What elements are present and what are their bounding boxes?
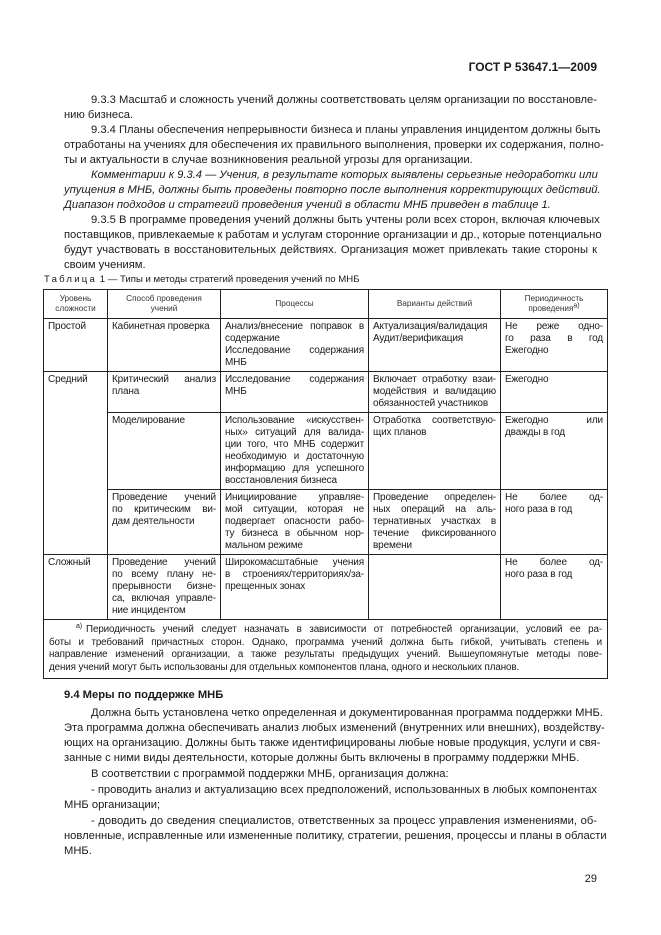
column-header (108, 290, 221, 319)
footnote-text: Периодичность учений следует назначать в зависимости от потребностей организации, условий ее ра- (86, 624, 602, 635)
header-text: Уровень (59, 294, 92, 303)
text-line: Актуализация/валидация (373, 321, 488, 332)
text-line: МНБ (225, 357, 247, 368)
text-line: ту бизнеса в обычном нор- (225, 528, 364, 539)
list-item-1 (64, 783, 597, 813)
text-line: содержание (225, 333, 280, 344)
text-line: - проводить анализ и актуализацию всех предположений, использованных в любых компонентах (91, 784, 598, 796)
header-text: сложности (55, 304, 96, 313)
text-line: Исследование содержания (225, 345, 364, 356)
text-line: МНБ. (64, 845, 92, 857)
text-line: будут участвовать в восстановительных действиях. Организация может привлекать такие стороны к (64, 244, 597, 256)
cell-process (221, 490, 369, 555)
text-line: Использование «искусствен- (225, 415, 364, 426)
text-line: прещенных зонах (225, 581, 306, 592)
text-line: ние инцидентом (112, 605, 186, 616)
text-line: своим учениям. (64, 259, 146, 271)
header-line (373, 299, 496, 309)
comment-9-3-4 (64, 168, 601, 213)
header-text: Способ проведения (126, 294, 202, 303)
text-line: 9.3.3 Масштаб и сложность учений должны соответствовать целям организации по восстановле- (91, 94, 598, 106)
footnote-mark: а) (76, 622, 83, 630)
cell-method (108, 413, 221, 490)
header-text: Периодичность (524, 294, 584, 303)
text-line: восстановления бизнеса (225, 475, 337, 486)
paragraph-9-4-1 (64, 706, 605, 766)
text-line: Диапазон подходов и стратегий проведения учений в области МНБ приведен в таблице 1. (64, 199, 551, 211)
text-line (49, 624, 602, 637)
text-line: са, включая управле- (112, 593, 216, 604)
text-line: новленные, исправленные или измененные политику, стратегии, решения, процессы и планы в области (64, 830, 607, 842)
text-line: Отработка соответствую- (373, 415, 496, 426)
text-line: Кабинетная проверка (112, 321, 210, 332)
header-line (225, 299, 364, 309)
text-line: времени (373, 540, 412, 551)
text-line: боты и требований причастных сторон. Однако, программа учений должна быть гибкой, учитывать степень и (49, 636, 602, 648)
table-row (44, 490, 608, 555)
column-header (221, 290, 369, 319)
table-caption-text: 1 — Типы и методы стратегий проведения учений по МНБ (99, 274, 360, 285)
text-line: Проведение определен- (373, 492, 496, 503)
cell-method (108, 555, 221, 620)
header-line (48, 304, 103, 314)
text-line: МНБ организации; (64, 799, 161, 811)
text-line: мой ситуации, которая не (225, 504, 364, 515)
paragraph-9-3-5 (64, 213, 602, 273)
text-line: Сложный (48, 557, 91, 568)
table-header-row (44, 290, 608, 319)
header-line (112, 304, 216, 314)
text-line: подвергает опасности рабо- (225, 516, 364, 527)
text-line: по всему плану не- (112, 569, 216, 580)
header-text: Варианты действий (396, 299, 473, 308)
cell-process (221, 319, 369, 372)
column-header (501, 290, 608, 319)
table-row (44, 555, 608, 620)
text-line: ты и актуальности в случае возникновения реальной угрозы для организации. (64, 154, 473, 166)
header-line (505, 304, 603, 314)
text-line: 9.3.4 Планы обеспечения непрерывности бизнеса и планы управления инцидентом должны быть (91, 124, 601, 136)
table-caption (44, 274, 360, 286)
header-line (48, 294, 103, 304)
table-footnote (44, 620, 608, 679)
text-line: 9.3.5 В программе проведения учений должны быть учтены роли всех сторон, включая ключевых (91, 214, 600, 226)
cell-period (501, 372, 608, 413)
text-line: Исследование содержания (225, 374, 364, 385)
text-line: Не реже одно- (505, 321, 603, 332)
text-line: Ежегодно (505, 345, 549, 356)
text-line: Критический анализ (112, 374, 216, 385)
text-line: Моделирование (112, 415, 185, 426)
text-line: Анализ/внесение поправок в (225, 321, 364, 332)
text-line: Не более од- (505, 557, 603, 568)
text-line: Не более од- (505, 492, 603, 503)
cell-method (108, 490, 221, 555)
text-line: дения учений могут быть использованы для отдельных компонентов плана, одного и нескольких планов. (49, 661, 520, 673)
text-line: нию бизнеса. (64, 109, 134, 121)
cell-period (501, 490, 608, 555)
cell-actions (369, 319, 501, 372)
text-line: в строениях/территориях/за- (225, 569, 364, 580)
text-line: Проведение учений (112, 492, 216, 503)
cell-period (501, 413, 608, 490)
text-line: Эта программа должна обеспечивать анализ любых изменений (внутренних или внешних), воздейству- (64, 722, 605, 734)
paragraph-9-3-3 (64, 93, 597, 123)
cell-actions (369, 413, 501, 490)
text-line: необходимую и достаточную (225, 451, 364, 462)
text-line: по критическим ви- (112, 504, 216, 515)
text-line: ющих на организацию. Должны быть также идентифицированы любые новые продукция, услуги и свя- (64, 737, 601, 749)
text-line: ных операций на аль- (373, 504, 496, 515)
text-line: обязанностей участников (373, 398, 489, 409)
cell-process (221, 413, 369, 490)
column-header (44, 290, 108, 319)
header-text: Процессы (275, 299, 314, 308)
cell-method (108, 319, 221, 372)
text-line: отработаны на учениях для обеспечения их правильного выполнения, проверки их содержания, полно- (64, 139, 604, 151)
table-footnote-row (44, 620, 608, 679)
text-line: щих планов (373, 427, 427, 438)
text-line: го раза в год (505, 333, 603, 344)
cell-level (44, 555, 108, 620)
cell-actions (369, 555, 501, 620)
header-text: проведения (528, 304, 574, 313)
header-line (505, 294, 603, 304)
text-line: Аудит/верификация (373, 333, 464, 344)
column-header (369, 290, 501, 319)
list-item-2 (64, 814, 607, 859)
text-line: занные с ними виды деятельности, которые должны быть включены в программу поддержки МНБ. (64, 752, 580, 764)
text-line: Должна быть установлена четко определенная и документированная программа поддержки МНБ. (91, 707, 603, 719)
paragraph-9-3-4 (64, 123, 604, 168)
text-line: поставщиков, привлекаемые к работам и услугам сторонние организации и др., которые потенциально (64, 229, 602, 241)
text-line: модействия и валидацию (373, 386, 496, 397)
cell-period (501, 319, 608, 372)
text-line: Широкомасштабные учения (225, 557, 364, 568)
text-line: Инициирование управляе- (225, 492, 364, 503)
table-row (44, 372, 608, 413)
text-line: Средний (48, 374, 88, 385)
text-line: тернативных участках в (373, 516, 496, 527)
text-line: Включает отработку взаи- (373, 374, 496, 385)
text-line: мальном режиме (225, 540, 303, 551)
paragraph-9-4-2 (64, 767, 597, 782)
text-line: ного раза в год (505, 569, 573, 580)
exercise-types-table (43, 289, 608, 679)
cell-level (44, 372, 108, 555)
text-line: Проведение учений (112, 557, 216, 568)
text-line: ных» ситуаций для валида- (225, 427, 364, 438)
page-number: 29 (584, 873, 597, 885)
text-line: дам деятельности (112, 516, 195, 527)
text-line: - доводить до сведения специалистов, ответственных за процесс управления изменениями, об- (91, 815, 597, 827)
text-line: В соответствии с программой поддержки МНБ, организация должна: (91, 768, 449, 780)
text-line: Простой (48, 321, 86, 332)
cell-level (44, 319, 108, 372)
document-id: ГОСТ Р 53647.1—2009 (468, 60, 597, 74)
header-line (112, 294, 216, 304)
cell-actions (369, 490, 501, 555)
table-row (44, 413, 608, 490)
cell-actions (369, 372, 501, 413)
cell-process (221, 555, 369, 620)
text-line: Комментарии к 9.3.4 — Учения, в результате которых выявлены серьезные недоработки или (91, 169, 598, 181)
text-line: ции того, что МНБ содержит (225, 439, 364, 450)
text-line: прерывности бизне- (112, 581, 216, 592)
text-line: информацию для успешного (225, 463, 364, 474)
footnote-mark: а) (573, 302, 580, 310)
cell-process (221, 372, 369, 413)
text-line: течение фиксированного (373, 528, 496, 539)
text-line: дважды в год (505, 427, 565, 438)
text-line: ного раза в год (505, 504, 573, 515)
header-text: учений (150, 304, 178, 313)
text-line: упущения в МНБ, должны быть проведены повторно после выполнения корректирующих действий. (64, 184, 601, 196)
table-caption-label: Таблица (44, 274, 98, 285)
text-line: направление изменений организации, а также результаты предыдущих учений. Вышеупомянутые методы пове- (49, 649, 602, 660)
cell-period (501, 555, 608, 620)
text-line: Ежегодно или (505, 415, 603, 426)
text-line: плана (112, 386, 140, 397)
section-heading-9-4: 9.4 Меры по поддержке МНБ (64, 689, 224, 701)
cell-method (108, 372, 221, 413)
text-line: Ежегодно (505, 374, 549, 385)
table-row (44, 319, 608, 372)
text-line: МНБ (225, 386, 247, 397)
